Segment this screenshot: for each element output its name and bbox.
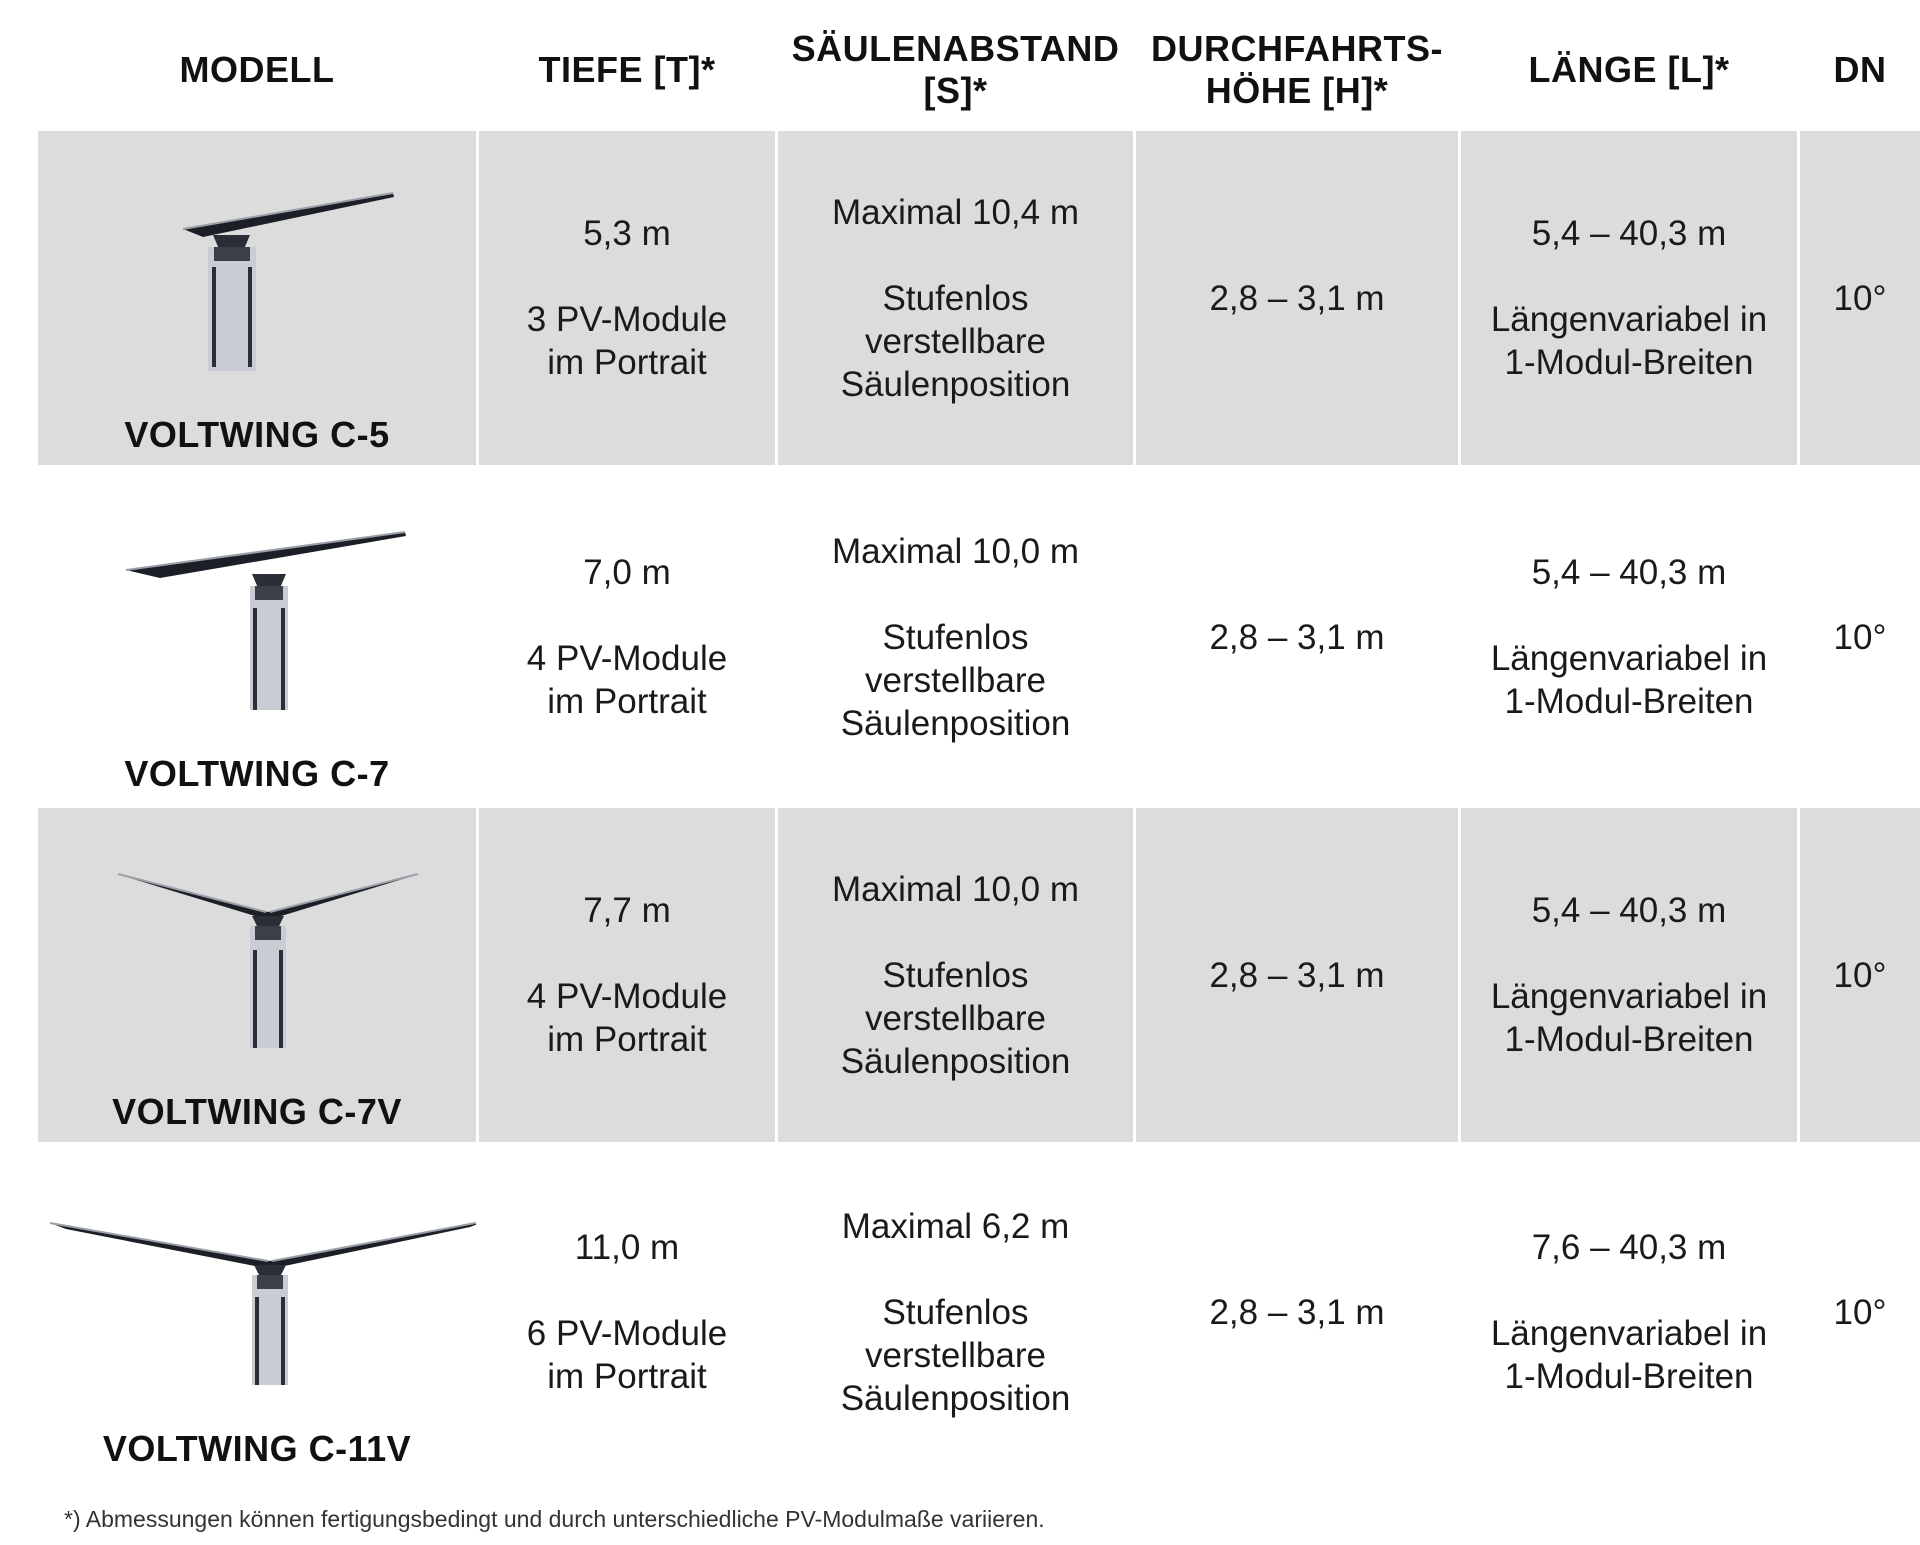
spacing-note: verstellbare bbox=[865, 321, 1046, 361]
model-cell bbox=[38, 808, 476, 1142]
length-note: 1-Modul-Breiten bbox=[1504, 1020, 1754, 1059]
depth-cell bbox=[479, 470, 775, 804]
model-name: VOLTWING C-7V bbox=[112, 1091, 402, 1132]
spacing-value: Maximal 10,0 m bbox=[831, 531, 1080, 571]
length-cell bbox=[1461, 808, 1797, 1142]
spacing-cell bbox=[778, 808, 1133, 1142]
table-row bbox=[38, 1145, 1920, 1479]
model-cell bbox=[38, 131, 476, 465]
carport-c7-illustration-icon bbox=[38, 490, 476, 710]
model-cell bbox=[38, 1145, 476, 1479]
table-row bbox=[38, 131, 1920, 465]
height-cell bbox=[1136, 131, 1458, 465]
spacing-note: Stufenlos bbox=[882, 955, 1029, 995]
depth-value: 7,0 m bbox=[583, 553, 671, 592]
length-cell bbox=[1461, 1145, 1797, 1479]
spacing-note: verstellbare bbox=[865, 1335, 1046, 1375]
height-cell bbox=[1136, 808, 1458, 1142]
spacing-value: Maximal 6,2 m bbox=[841, 1206, 1070, 1246]
modules-orientation: im Portrait bbox=[547, 343, 707, 382]
spacing-value: Maximal 10,4 m bbox=[831, 192, 1080, 232]
depth-value: 7,7 m bbox=[583, 891, 671, 930]
dn-cell bbox=[1800, 1145, 1920, 1479]
length-note: Längenvariabel in bbox=[1490, 977, 1768, 1016]
height-value: 2,8 – 3,1 m bbox=[1209, 617, 1385, 657]
length-note: Längenvariabel in bbox=[1490, 1314, 1768, 1353]
dn-value: 10° bbox=[1833, 278, 1887, 318]
depth-cell bbox=[479, 131, 775, 465]
spacing-cell bbox=[778, 131, 1133, 465]
dn-value: 10° bbox=[1833, 955, 1887, 995]
model-name: VOLTWING C-11V bbox=[102, 1428, 412, 1469]
height-value: 2,8 – 3,1 m bbox=[1209, 278, 1385, 318]
height-value: 2,8 – 3,1 m bbox=[1209, 955, 1385, 995]
model-cell bbox=[38, 470, 476, 804]
model-name: VOLTWING C-5 bbox=[124, 414, 390, 455]
spacing-value: Maximal 10,0 m bbox=[831, 869, 1080, 909]
depth-cell bbox=[479, 808, 775, 1142]
spacing-note: Säulenposition bbox=[840, 364, 1071, 404]
spacing-cell bbox=[778, 1145, 1133, 1479]
modules-text: 4 PV-Module bbox=[526, 639, 728, 678]
carport-c5-illustration-icon bbox=[38, 151, 476, 371]
spacing-note: Säulenposition bbox=[840, 703, 1071, 743]
model-name: VOLTWING C-7 bbox=[124, 753, 390, 794]
length-note: Längenvariabel in bbox=[1490, 639, 1768, 678]
dn-cell bbox=[1800, 470, 1920, 804]
carport-c7v-illustration-icon bbox=[38, 828, 476, 1048]
length-note: 1-Modul-Breiten bbox=[1504, 682, 1754, 721]
dn-value: 10° bbox=[1833, 1292, 1887, 1332]
carport-c11v-illustration-icon bbox=[38, 1165, 476, 1385]
length-value: 7,6 – 40,3 m bbox=[1531, 1228, 1727, 1267]
spacing-note: verstellbare bbox=[865, 998, 1046, 1038]
dn-value: 10° bbox=[1833, 617, 1887, 657]
length-value: 5,4 – 40,3 m bbox=[1531, 891, 1727, 930]
header-length: LÄNGE [L]* bbox=[1528, 49, 1730, 90]
length-note: 1-Modul-Breiten bbox=[1504, 1357, 1754, 1396]
length-note: 1-Modul-Breiten bbox=[1504, 343, 1754, 382]
dn-cell bbox=[1800, 131, 1920, 465]
header-column-spacing: SÄULENABSTAND [S]* bbox=[791, 28, 1120, 111]
header-dn: DN bbox=[1833, 49, 1887, 90]
depth-value: 5,3 m bbox=[583, 214, 671, 253]
height-value: 2,8 – 3,1 m bbox=[1209, 1292, 1385, 1332]
length-value: 5,4 – 40,3 m bbox=[1531, 214, 1727, 253]
height-cell bbox=[1136, 470, 1458, 804]
footnote: *) Abmessungen können fertigungsbedingt und durch unterschiedliche PV-Modulmaße variieren. bbox=[64, 1506, 1045, 1532]
table-row bbox=[38, 808, 1920, 1142]
length-cell bbox=[1461, 131, 1797, 465]
modules-text: 6 PV-Module bbox=[526, 1314, 728, 1353]
spacing-note: Stufenlos bbox=[882, 278, 1029, 318]
depth-cell bbox=[479, 1145, 775, 1479]
header-clearance-height: DURCHFAHRTS- HÖHE [H]* bbox=[1151, 28, 1443, 111]
dn-cell bbox=[1800, 808, 1920, 1142]
spacing-note: Stufenlos bbox=[882, 617, 1029, 657]
modules-orientation: im Portrait bbox=[547, 1357, 707, 1396]
spacing-note: Säulenposition bbox=[840, 1378, 1071, 1418]
length-value: 5,4 – 40,3 m bbox=[1531, 553, 1727, 592]
height-cell bbox=[1136, 1145, 1458, 1479]
modules-text: 4 PV-Module bbox=[526, 977, 728, 1016]
depth-value: 11,0 m bbox=[574, 1228, 680, 1267]
spacing-note: Stufenlos bbox=[882, 1292, 1029, 1332]
spacing-note: Säulenposition bbox=[840, 1041, 1071, 1081]
table-row bbox=[38, 470, 1920, 804]
modules-orientation: im Portrait bbox=[547, 1020, 707, 1059]
modules-text: 3 PV-Module bbox=[526, 300, 728, 339]
spacing-cell bbox=[778, 470, 1133, 804]
header-depth: TIEFE [T]* bbox=[538, 49, 716, 90]
modules-orientation: im Portrait bbox=[547, 682, 707, 721]
length-cell bbox=[1461, 470, 1797, 804]
spacing-note: verstellbare bbox=[865, 660, 1046, 700]
length-note: Längenvariabel in bbox=[1490, 300, 1768, 339]
header-model: MODELL bbox=[179, 49, 335, 90]
